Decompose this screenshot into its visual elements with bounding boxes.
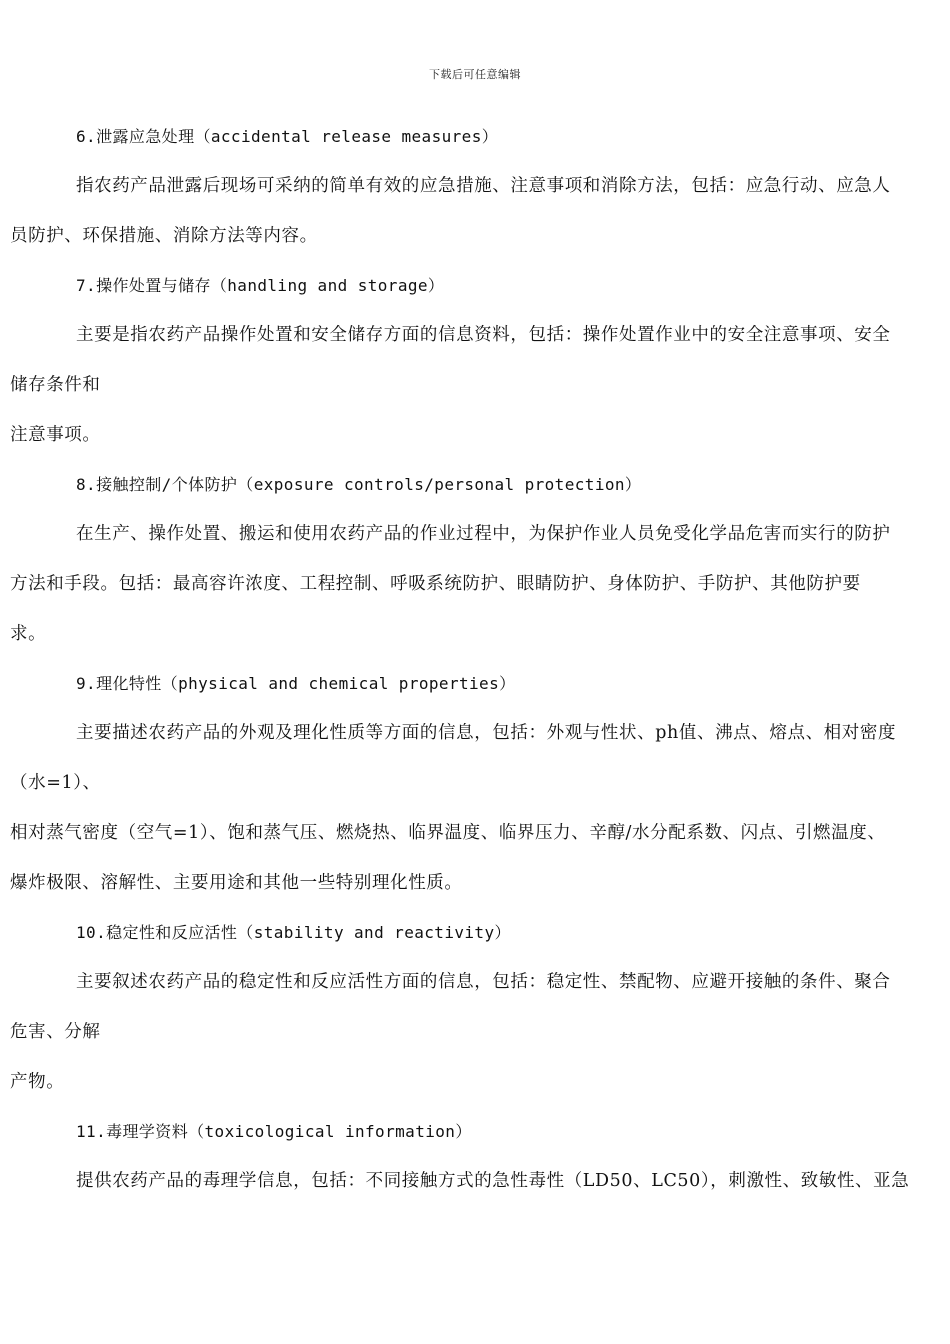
section-heading-10: 10.稳定性和反应活性（stability and reactivity）	[76, 923, 511, 942]
paragraph-line: 主要叙述农药产品的稳定性和反应活性方面的信息，包括：稳定性、禁配物、应避开接触的条件、聚合	[76, 972, 891, 992]
paragraph-line: 员防护、环保措施、消除方法等内容。	[10, 226, 318, 246]
paragraph-line: 求。	[10, 624, 47, 644]
section-heading-11: 11.毒理学资料（toxicological information）	[76, 1122, 472, 1141]
paragraph-line: 储存条件和	[10, 375, 101, 395]
paragraph-line: 危害、分解	[10, 1022, 101, 1042]
paragraph-line: 指农药产品泄露后现场可采纳的简单有效的应急措施、注意事项和消除方法，包括：应急行动、应急人	[76, 176, 891, 196]
paragraph-line: （水=1）、	[10, 773, 101, 793]
section-heading-6: 6.泄露应急处理（accidental release measures）	[76, 127, 499, 146]
section-heading-7: 7.操作处置与储存（handling and storage）	[76, 276, 445, 295]
paragraph-line: 相对蒸气密度（空气=1）、饱和蒸气压、燃烧热、临界温度、临界压力、辛醇/水分配系数、闪点、引燃温度、	[10, 823, 886, 843]
paragraph-line: 主要是指农药产品操作处置和安全储存方面的信息资料，包括：操作处置作业中的安全注意事项、安全	[76, 325, 891, 345]
section-heading-8: 8.接触控制/个体防护（exposure controls/personal protection）	[76, 475, 642, 494]
paragraph-line: 方法和手段。包括：最高容许浓度、工程控制、呼吸系统防护、眼睛防护、身体防护、手防护、其他防护要	[10, 574, 861, 594]
section-heading-9: 9.理化特性（physical and chemical properties）	[76, 674, 516, 693]
paragraph-line: 注意事项。	[10, 425, 101, 445]
paragraph-line: 在生产、操作处置、搬运和使用农药产品的作业过程中，为保护作业人员免受化学品危害而实行的防护	[76, 524, 891, 544]
paragraph-line: 提供农药产品的毒理学信息，包括：不同接触方式的急性毒性（LD50、LC50），刺激性、致敏性、亚急	[76, 1171, 910, 1191]
paragraph-line: 主要描述农药产品的外观及理化性质等方面的信息，包括：外观与性状、ph值、沸点、熔点、相对密度	[76, 723, 897, 743]
page-header: 下载后可任意编辑	[429, 68, 521, 81]
paragraph-line: 产物。	[10, 1072, 65, 1092]
paragraph-line: 爆炸极限、溶解性、主要用途和其他一些特别理化性质。	[10, 873, 463, 893]
